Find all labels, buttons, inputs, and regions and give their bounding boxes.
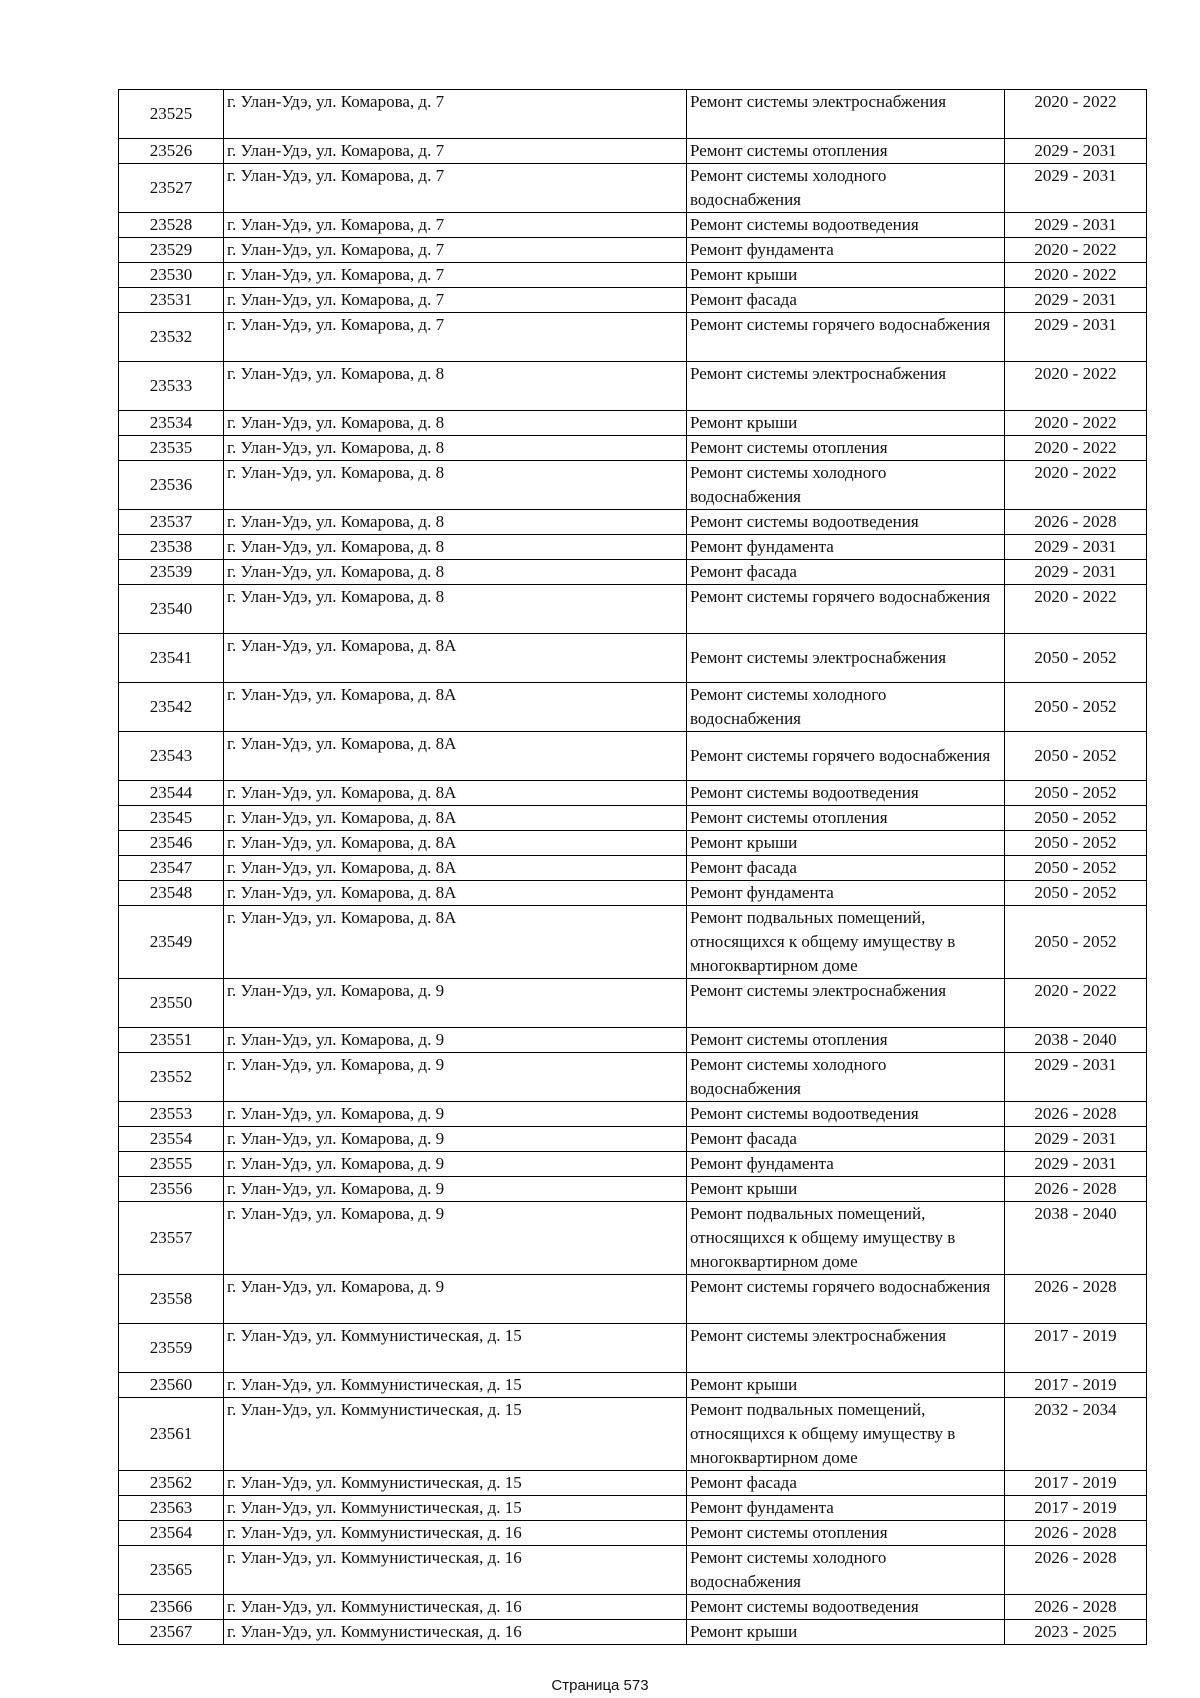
table-row <box>119 856 1147 881</box>
period-cell: 2017 - 2019 <box>1005 1324 1147 1373</box>
work-type-cell: Ремонт системы горячего водоснабжения <box>687 313 1005 362</box>
row-id-cell: 23564 <box>119 1521 224 1546</box>
table-row <box>119 1053 1147 1102</box>
row-id-cell: 23539 <box>119 560 224 585</box>
work-type-cell: Ремонт системы горячего водоснабжения <box>687 585 1005 634</box>
row-id-cell: 23530 <box>119 263 224 288</box>
row-id-cell: 23561 <box>119 1398 224 1471</box>
work-type-cell: Ремонт фундамента <box>687 535 1005 560</box>
address-cell: г. Улан-Удэ, ул. Комарова, д. 8А <box>224 732 687 781</box>
address-cell: г. Улан-Удэ, ул. Коммунистическая, д. 15 <box>224 1471 687 1496</box>
row-id-cell: 23544 <box>119 781 224 806</box>
table-row <box>119 831 1147 856</box>
period-cell: 2029 - 2031 <box>1005 1127 1147 1152</box>
row-id-cell: 23549 <box>119 906 224 979</box>
work-type-cell: Ремонт крыши <box>687 1177 1005 1202</box>
work-type-cell: Ремонт фундамента <box>687 881 1005 906</box>
period-cell: 2029 - 2031 <box>1005 213 1147 238</box>
work-type-cell: Ремонт системы электроснабжения <box>687 634 1005 683</box>
address-cell: г. Улан-Удэ, ул. Коммунистическая, д. 15 <box>224 1496 687 1521</box>
period-cell: 2026 - 2028 <box>1005 1595 1147 1620</box>
address-cell: г. Улан-Удэ, ул. Комарова, д. 9 <box>224 1202 687 1275</box>
address-cell: г. Улан-Удэ, ул. Коммунистическая, д. 15 <box>224 1373 687 1398</box>
period-cell: 2029 - 2031 <box>1005 535 1147 560</box>
table-row <box>119 1471 1147 1496</box>
address-cell: г. Улан-Удэ, ул. Комарова, д. 8 <box>224 411 687 436</box>
address-cell: г. Улан-Удэ, ул. Комарова, д. 9 <box>224 1152 687 1177</box>
row-id-cell: 23550 <box>119 979 224 1028</box>
table-row <box>119 1521 1147 1546</box>
period-cell: 2029 - 2031 <box>1005 164 1147 213</box>
row-id-cell: 23555 <box>119 1152 224 1177</box>
period-cell: 2029 - 2031 <box>1005 288 1147 313</box>
work-type-cell: Ремонт фундамента <box>687 238 1005 263</box>
work-type-cell: Ремонт системы горячего водоснабжения <box>687 1275 1005 1324</box>
table-row <box>119 1546 1147 1595</box>
table-row <box>119 164 1147 213</box>
period-cell: 2023 - 2025 <box>1005 1620 1147 1645</box>
table-row <box>119 1152 1147 1177</box>
row-id-cell: 23548 <box>119 881 224 906</box>
table-row <box>119 263 1147 288</box>
row-id-cell: 23552 <box>119 1053 224 1102</box>
work-type-cell: Ремонт системы электроснабжения <box>687 979 1005 1028</box>
period-cell: 2026 - 2028 <box>1005 1275 1147 1324</box>
work-type-cell: Ремонт системы водоотведения <box>687 781 1005 806</box>
period-cell: 2050 - 2052 <box>1005 732 1147 781</box>
work-type-cell: Ремонт системы холодного водоснабжения <box>687 1546 1005 1595</box>
address-cell: г. Улан-Удэ, ул. Комарова, д. 8 <box>224 510 687 535</box>
period-cell: 2020 - 2022 <box>1005 585 1147 634</box>
address-cell: г. Улан-Удэ, ул. Комарова, д. 8А <box>224 831 687 856</box>
period-cell: 2020 - 2022 <box>1005 238 1147 263</box>
period-cell: 2020 - 2022 <box>1005 90 1147 139</box>
work-type-cell: Ремонт крыши <box>687 263 1005 288</box>
work-type-cell: Ремонт крыши <box>687 831 1005 856</box>
address-cell: г. Улан-Удэ, ул. Комарова, д. 9 <box>224 1127 687 1152</box>
row-id-cell: 23546 <box>119 831 224 856</box>
table-row <box>119 1595 1147 1620</box>
row-id-cell: 23542 <box>119 683 224 732</box>
row-id-cell: 23536 <box>119 461 224 510</box>
table-row <box>119 139 1147 164</box>
period-cell: 2050 - 2052 <box>1005 856 1147 881</box>
work-type-cell: Ремонт системы холодного водоснабжения <box>687 683 1005 732</box>
address-cell: г. Улан-Удэ, ул. Комарова, д. 8А <box>224 906 687 979</box>
address-cell: г. Улан-Удэ, ул. Комарова, д. 9 <box>224 979 687 1028</box>
period-cell: 2026 - 2028 <box>1005 510 1147 535</box>
table-row <box>119 1496 1147 1521</box>
table-row <box>119 560 1147 585</box>
table-row <box>119 1275 1147 1324</box>
period-cell: 2020 - 2022 <box>1005 979 1147 1028</box>
address-cell: г. Улан-Удэ, ул. Комарова, д. 9 <box>224 1028 687 1053</box>
row-id-cell: 23562 <box>119 1471 224 1496</box>
period-cell: 2020 - 2022 <box>1005 461 1147 510</box>
work-type-cell: Ремонт фасада <box>687 856 1005 881</box>
period-cell: 2029 - 2031 <box>1005 1053 1147 1102</box>
row-id-cell: 23537 <box>119 510 224 535</box>
address-cell: г. Улан-Удэ, ул. Комарова, д. 8А <box>224 683 687 732</box>
row-id-cell: 23545 <box>119 806 224 831</box>
address-cell: г. Улан-Удэ, ул. Комарова, д. 7 <box>224 313 687 362</box>
address-cell: г. Улан-Удэ, ул. Комарова, д. 8 <box>224 362 687 411</box>
period-cell: 2020 - 2022 <box>1005 362 1147 411</box>
address-cell: г. Улан-Удэ, ул. Комарова, д. 8 <box>224 461 687 510</box>
work-type-cell: Ремонт системы водоотведения <box>687 1102 1005 1127</box>
address-cell: г. Улан-Удэ, ул. Комарова, д. 7 <box>224 90 687 139</box>
work-type-cell: Ремонт системы отопления <box>687 436 1005 461</box>
period-cell: 2026 - 2028 <box>1005 1546 1147 1595</box>
table-row <box>119 634 1147 683</box>
table-row <box>119 1177 1147 1202</box>
work-type-cell: Ремонт системы электроснабжения <box>687 362 1005 411</box>
table-row <box>119 1620 1147 1645</box>
address-cell: г. Улан-Удэ, ул. Комарова, д. 8А <box>224 806 687 831</box>
address-cell: г. Улан-Удэ, ул. Комарова, д. 9 <box>224 1053 687 1102</box>
row-id-cell: 23553 <box>119 1102 224 1127</box>
work-type-cell: Ремонт крыши <box>687 1373 1005 1398</box>
address-cell: г. Улан-Удэ, ул. Комарова, д. 8А <box>224 781 687 806</box>
period-cell: 2017 - 2019 <box>1005 1373 1147 1398</box>
address-cell: г. Улан-Удэ, ул. Комарова, д. 7 <box>224 263 687 288</box>
work-type-cell: Ремонт фундамента <box>687 1152 1005 1177</box>
address-cell: г. Улан-Удэ, ул. Комарова, д. 7 <box>224 139 687 164</box>
address-cell: г. Улан-Удэ, ул. Коммунистическая, д. 16 <box>224 1620 687 1645</box>
address-cell: г. Улан-Удэ, ул. Комарова, д. 8А <box>224 881 687 906</box>
row-id-cell: 23541 <box>119 634 224 683</box>
address-cell: г. Улан-Удэ, ул. Комарова, д. 8 <box>224 436 687 461</box>
row-id-cell: 23540 <box>119 585 224 634</box>
table-row <box>119 1127 1147 1152</box>
row-id-cell: 23529 <box>119 238 224 263</box>
work-type-cell: Ремонт системы холодного водоснабжения <box>687 461 1005 510</box>
work-type-cell: Ремонт системы водоотведения <box>687 213 1005 238</box>
work-type-cell: Ремонт системы водоотведения <box>687 510 1005 535</box>
address-cell: г. Улан-Удэ, ул. Комарова, д. 9 <box>224 1275 687 1324</box>
table-row <box>119 906 1147 979</box>
table-row <box>119 362 1147 411</box>
address-cell: г. Улан-Удэ, ул. Комарова, д. 9 <box>224 1177 687 1202</box>
work-type-cell: Ремонт фасада <box>687 1127 1005 1152</box>
row-id-cell: 23527 <box>119 164 224 213</box>
address-cell: г. Улан-Удэ, ул. Коммунистическая, д. 15 <box>224 1324 687 1373</box>
work-type-cell: Ремонт подвальных помещений, относящихся к общему имуществу в многоквартирном доме <box>687 1202 1005 1275</box>
row-id-cell: 23551 <box>119 1028 224 1053</box>
row-id-cell: 23532 <box>119 313 224 362</box>
table-row <box>119 806 1147 831</box>
repair-schedule-table <box>118 89 1147 1645</box>
table-row <box>119 411 1147 436</box>
work-type-cell: Ремонт системы отопления <box>687 1521 1005 1546</box>
table-row <box>119 461 1147 510</box>
work-type-cell: Ремонт крыши <box>687 411 1005 436</box>
table-row <box>119 1102 1147 1127</box>
address-cell: г. Улан-Удэ, ул. Комарова, д. 7 <box>224 213 687 238</box>
period-cell: 2020 - 2022 <box>1005 263 1147 288</box>
table-row <box>119 288 1147 313</box>
address-cell: г. Улан-Удэ, ул. Коммунистическая, д. 16 <box>224 1546 687 1595</box>
period-cell: 2050 - 2052 <box>1005 634 1147 683</box>
row-id-cell: 23565 <box>119 1546 224 1595</box>
row-id-cell: 23558 <box>119 1275 224 1324</box>
table-row <box>119 90 1147 139</box>
address-cell: г. Улан-Удэ, ул. Комарова, д. 8 <box>224 535 687 560</box>
work-type-cell: Ремонт системы горячего водоснабжения <box>687 732 1005 781</box>
period-cell: 2050 - 2052 <box>1005 683 1147 732</box>
table-row <box>119 238 1147 263</box>
work-type-cell: Ремонт фасада <box>687 1471 1005 1496</box>
row-id-cell: 23538 <box>119 535 224 560</box>
period-cell: 2020 - 2022 <box>1005 436 1147 461</box>
table-row <box>119 436 1147 461</box>
address-cell: г. Улан-Удэ, ул. Коммунистическая, д. 16 <box>224 1521 687 1546</box>
row-id-cell: 23560 <box>119 1373 224 1398</box>
period-cell: 2017 - 2019 <box>1005 1471 1147 1496</box>
table-body <box>119 90 1147 1645</box>
period-cell: 2032 - 2034 <box>1005 1398 1147 1471</box>
row-id-cell: 23563 <box>119 1496 224 1521</box>
work-type-cell: Ремонт системы водоотведения <box>687 1595 1005 1620</box>
row-id-cell: 23557 <box>119 1202 224 1275</box>
period-cell: 2050 - 2052 <box>1005 831 1147 856</box>
row-id-cell: 23525 <box>119 90 224 139</box>
row-id-cell: 23528 <box>119 213 224 238</box>
work-type-cell: Ремонт фундамента <box>687 1496 1005 1521</box>
address-cell: г. Улан-Удэ, ул. Комарова, д. 7 <box>224 288 687 313</box>
table-row <box>119 213 1147 238</box>
row-id-cell: 23531 <box>119 288 224 313</box>
row-id-cell: 23566 <box>119 1595 224 1620</box>
period-cell: 2029 - 2031 <box>1005 139 1147 164</box>
work-type-cell: Ремонт подвальных помещений, относящихся к общему имуществу в многоквартирном доме <box>687 1398 1005 1471</box>
period-cell: 2029 - 2031 <box>1005 560 1147 585</box>
row-id-cell: 23547 <box>119 856 224 881</box>
work-type-cell: Ремонт системы электроснабжения <box>687 90 1005 139</box>
period-cell: 2038 - 2040 <box>1005 1028 1147 1053</box>
address-cell: г. Улан-Удэ, ул. Коммунистическая, д. 16 <box>224 1595 687 1620</box>
table-row <box>119 1373 1147 1398</box>
row-id-cell: 23534 <box>119 411 224 436</box>
table-row <box>119 585 1147 634</box>
period-cell: 2026 - 2028 <box>1005 1102 1147 1127</box>
table-row <box>119 732 1147 781</box>
work-type-cell: Ремонт крыши <box>687 1620 1005 1645</box>
table-row <box>119 881 1147 906</box>
period-cell: 2029 - 2031 <box>1005 313 1147 362</box>
address-cell: г. Улан-Удэ, ул. Комарова, д. 8А <box>224 634 687 683</box>
work-type-cell: Ремонт подвальных помещений, относящихся к общему имуществу в многоквартирном доме <box>687 906 1005 979</box>
row-id-cell: 23535 <box>119 436 224 461</box>
work-type-cell: Ремонт фасада <box>687 560 1005 585</box>
address-cell: г. Улан-Удэ, ул. Комарова, д. 8А <box>224 856 687 881</box>
work-type-cell: Ремонт системы отопления <box>687 139 1005 164</box>
table-row <box>119 1202 1147 1275</box>
row-id-cell: 23567 <box>119 1620 224 1645</box>
table-row <box>119 510 1147 535</box>
table-row <box>119 535 1147 560</box>
period-cell: 2020 - 2022 <box>1005 411 1147 436</box>
work-type-cell: Ремонт системы холодного водоснабжения <box>687 164 1005 213</box>
row-id-cell: 23556 <box>119 1177 224 1202</box>
address-cell: г. Улан-Удэ, ул. Комарова, д. 8 <box>224 585 687 634</box>
period-cell: 2029 - 2031 <box>1005 1152 1147 1177</box>
row-id-cell: 23559 <box>119 1324 224 1373</box>
work-type-cell: Ремонт системы электроснабжения <box>687 1324 1005 1373</box>
period-cell: 2017 - 2019 <box>1005 1496 1147 1521</box>
address-cell: г. Улан-Удэ, ул. Комарова, д. 8 <box>224 560 687 585</box>
table-row <box>119 1028 1147 1053</box>
table-row <box>119 979 1147 1028</box>
table-row <box>119 781 1147 806</box>
work-type-cell: Ремонт системы отопления <box>687 806 1005 831</box>
address-cell: г. Улан-Удэ, ул. Комарова, д. 7 <box>224 164 687 213</box>
address-cell: г. Улан-Удэ, ул. Комарова, д. 7 <box>224 238 687 263</box>
period-cell: 2050 - 2052 <box>1005 806 1147 831</box>
row-id-cell: 23554 <box>119 1127 224 1152</box>
table-row <box>119 1324 1147 1373</box>
work-type-cell: Ремонт фасада <box>687 288 1005 313</box>
row-id-cell: 23533 <box>119 362 224 411</box>
period-cell: 2026 - 2028 <box>1005 1521 1147 1546</box>
row-id-cell: 23543 <box>119 732 224 781</box>
row-id-cell: 23526 <box>119 139 224 164</box>
work-type-cell: Ремонт системы холодного водоснабжения <box>687 1053 1005 1102</box>
work-type-cell: Ремонт системы отопления <box>687 1028 1005 1053</box>
table-row <box>119 683 1147 732</box>
period-cell: 2038 - 2040 <box>1005 1202 1147 1275</box>
period-cell: 2026 - 2028 <box>1005 1177 1147 1202</box>
page-number: Страница 573 <box>551 1677 649 1694</box>
address-cell: г. Улан-Удэ, ул. Комарова, д. 9 <box>224 1102 687 1127</box>
period-cell: 2050 - 2052 <box>1005 881 1147 906</box>
table-row <box>119 1398 1147 1471</box>
address-cell: г. Улан-Удэ, ул. Коммунистическая, д. 15 <box>224 1398 687 1471</box>
period-cell: 2050 - 2052 <box>1005 781 1147 806</box>
table-row <box>119 313 1147 362</box>
period-cell: 2050 - 2052 <box>1005 906 1147 979</box>
